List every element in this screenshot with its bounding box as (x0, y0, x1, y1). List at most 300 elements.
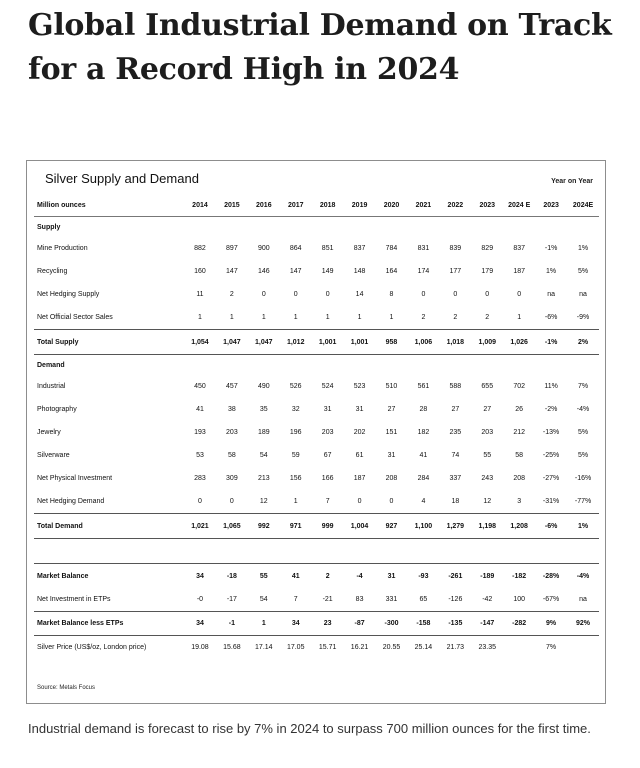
table-cell: 179 (481, 268, 494, 275)
table-cell (567, 355, 599, 376)
table-cell: 0 (389, 498, 394, 505)
table-row (34, 375, 599, 398)
table-cell: 0 (421, 291, 426, 298)
table-cell: 148 (353, 268, 366, 275)
table-cell: 1,012 (280, 330, 312, 355)
row-label: Jewelry (37, 429, 61, 436)
table-cell (216, 539, 248, 564)
table-title: Silver Supply and Demand (45, 171, 199, 186)
table-cell: 67 (323, 452, 332, 459)
table-cell: -77% (574, 498, 592, 505)
table-cell: 1 (198, 314, 202, 321)
table-cell: na (579, 291, 587, 298)
year-on-year-label: Year on Year (551, 178, 593, 185)
table-cell: 18 (451, 498, 460, 505)
table-cell: 1 (389, 314, 394, 321)
table-cell: 55 (483, 452, 492, 459)
table-cell: 1,004 (344, 514, 376, 539)
table-row (34, 467, 599, 490)
table-cell: 1 (248, 612, 280, 636)
table-cell (439, 217, 471, 238)
row-label: Total Demand (34, 514, 184, 539)
table-cell (280, 217, 312, 238)
table-cell: 41 (419, 452, 428, 459)
table-cell: 1 (293, 498, 298, 505)
table-cell: 837 (513, 245, 526, 252)
table-cell: -18 (216, 564, 248, 589)
row-label: Net Official Sector Sales (37, 314, 113, 321)
table-cell: 1,065 (216, 514, 248, 539)
table-cell: 1,047 (248, 330, 280, 355)
table-cell: 147 (289, 268, 302, 275)
table-cell (407, 539, 439, 564)
table-cell: 7% (577, 383, 589, 390)
table-cell: 26 (515, 406, 524, 413)
table-header-row (34, 194, 599, 217)
table-cell: 14 (355, 291, 364, 298)
headline-line-2: for a Record High in 2024 (28, 52, 460, 87)
table-cell (439, 355, 471, 376)
supply-demand-table-card (26, 160, 606, 704)
table-cell: 34 (184, 564, 216, 589)
table-cell: 839 (449, 245, 462, 252)
column-header: 2020 (376, 194, 408, 217)
table-cell: 16.21 (350, 644, 369, 651)
table-cell: 166 (321, 475, 334, 482)
table-cell: 1 (517, 314, 522, 321)
row-label: Net Hedging Supply (37, 291, 100, 298)
table-cell (535, 355, 567, 376)
table-cell: 0 (325, 291, 330, 298)
table-cell: -4% (576, 406, 590, 413)
table-cell: 864 (289, 245, 302, 252)
table-cell: 2% (567, 330, 599, 355)
column-header: 2019 (344, 194, 376, 217)
table-cell: -31% (542, 498, 560, 505)
table-row (34, 237, 599, 260)
table-cell: 7 (325, 498, 330, 505)
table-cell: -9% (576, 314, 590, 321)
table-cell: 588 (449, 383, 462, 390)
table-cell: 0 (261, 291, 266, 298)
table-cell (471, 217, 503, 238)
column-header: 2018 (312, 194, 344, 217)
table-cell: 160 (194, 268, 206, 275)
column-header: 2024 E (503, 194, 535, 217)
table-cell: 174 (417, 268, 430, 275)
table-cell: 11% (544, 383, 558, 390)
table-cell: 54 (259, 596, 268, 603)
table-cell: 34 (280, 612, 312, 636)
table-cell: -4% (567, 564, 599, 589)
table-cell: 1,208 (503, 514, 535, 539)
table-cell: 655 (481, 383, 494, 390)
table-cell: 58 (227, 452, 236, 459)
row-label: Photography (37, 406, 77, 413)
table-cell (248, 539, 280, 564)
table-cell: -6% (544, 314, 558, 321)
table-cell: -126 (448, 596, 463, 603)
table-cell: 17.14 (255, 644, 273, 651)
table-cell: 1 (325, 314, 330, 321)
table-cell: 12 (483, 498, 492, 505)
table-cell: na (579, 596, 587, 603)
table-cell (376, 539, 408, 564)
table-cell: 164 (385, 268, 398, 275)
table-cell: 28 (419, 406, 428, 413)
table-cell (312, 539, 344, 564)
table-cell: 203 (226, 429, 238, 436)
table-cell: 147 (226, 268, 238, 275)
table-cell: -13% (542, 429, 560, 436)
row-label: Market Balance (34, 564, 184, 589)
table-cell: -0 (196, 596, 204, 603)
table-cell: 187 (513, 268, 526, 275)
table-cell: 53 (196, 452, 204, 459)
table-cell: 208 (513, 475, 526, 482)
table-cell (503, 636, 535, 660)
table-cell: 284 (417, 475, 430, 482)
table-cell: 927 (376, 514, 408, 539)
table-cell: 2 (453, 314, 458, 321)
row-label (34, 539, 184, 564)
table-cell: 83 (355, 596, 364, 603)
column-header: 2015 (216, 194, 248, 217)
table-cell: 523 (353, 383, 366, 390)
table-cell: 31 (387, 452, 396, 459)
table-cell: 9% (535, 612, 567, 636)
table-cell: 25.14 (414, 644, 433, 651)
table-cell (471, 355, 503, 376)
table-cell: 208 (385, 475, 398, 482)
table-cell: 32 (291, 406, 300, 413)
table-cell: 21.73 (446, 644, 465, 651)
table-cell: 1 (293, 314, 298, 321)
table-cell (248, 355, 280, 376)
table-cell: 203 (321, 429, 334, 436)
table-cell: 15.71 (318, 644, 337, 651)
table-cell (503, 217, 535, 238)
table-row (34, 514, 599, 539)
table-cell: 196 (289, 429, 302, 436)
table-cell: 1 (229, 314, 234, 321)
table-cell (567, 217, 599, 238)
table-row (34, 490, 599, 514)
table-cell: na (547, 291, 555, 298)
table-cell (312, 355, 344, 376)
table-cell: 1,026 (503, 330, 535, 355)
table-row (34, 330, 599, 355)
section-header-row (34, 355, 599, 376)
table-cell: 1 (357, 314, 362, 321)
table-cell: 243 (481, 475, 494, 482)
table-cell: 0 (198, 498, 202, 505)
table-cell: 235 (449, 429, 462, 436)
table-cell: -21 (322, 596, 333, 603)
table-cell: 31 (323, 406, 332, 413)
table-cell: -189 (471, 564, 503, 589)
table-cell: -1% (535, 330, 567, 355)
table-cell: 1,021 (184, 514, 216, 539)
table-cell: 213 (257, 475, 270, 482)
table-cell: 2 (312, 564, 344, 589)
table-cell: 15.68 (223, 644, 241, 651)
table-cell: -6% (535, 514, 567, 539)
table-cell: 61 (355, 452, 364, 459)
table-cell: 65 (419, 596, 428, 603)
table-cell: 11 (196, 291, 204, 298)
table-cell (216, 217, 248, 238)
table-cell: 55 (248, 564, 280, 589)
table-cell (439, 539, 471, 564)
table-row (34, 421, 599, 444)
table-cell: 829 (481, 245, 494, 252)
table-cell: -25% (542, 452, 560, 459)
table-cell: 1 (261, 314, 266, 321)
table-cell: 0 (453, 291, 458, 298)
table-cell: 526 (289, 383, 302, 390)
table-cell (184, 217, 216, 238)
row-label: Total Supply (34, 330, 184, 355)
table-cell: 837 (353, 245, 366, 252)
table-cell (184, 539, 216, 564)
table-row (34, 636, 599, 660)
table-cell: 54 (259, 452, 268, 459)
table-cell: 189 (257, 429, 270, 436)
table-cell: 831 (417, 245, 430, 252)
table-cell: -135 (439, 612, 471, 636)
table-cell: 5% (577, 268, 589, 275)
table-row (34, 612, 599, 636)
table-cell: 1,009 (471, 330, 503, 355)
table-cell: 457 (226, 383, 238, 390)
table-cell: 1,100 (407, 514, 439, 539)
table-cell: 490 (257, 383, 270, 390)
table-cell (184, 355, 216, 376)
table-cell: 34 (184, 612, 216, 636)
table-cell: 92% (567, 612, 599, 636)
table-cell (567, 636, 599, 660)
table-cell: 20.55 (382, 644, 401, 651)
table-row (34, 283, 599, 306)
table-cell: 1% (567, 514, 599, 539)
table-cell: 309 (226, 475, 238, 482)
row-label: Net Physical Investment (37, 475, 113, 482)
table-cell: 882 (194, 245, 206, 252)
table-cell (376, 355, 408, 376)
table-cell: 331 (385, 596, 398, 603)
column-header: 2023 (535, 194, 567, 217)
page-headline (28, 4, 628, 92)
table-cell: 212 (513, 429, 526, 436)
unit-label: Million ounces (34, 194, 184, 217)
table-cell: -300 (376, 612, 408, 636)
table-cell (280, 539, 312, 564)
table-cell: 23.35 (478, 644, 497, 651)
table-cell: -282 (503, 612, 535, 636)
table-cell: 5% (577, 452, 589, 459)
table-cell: -182 (503, 564, 535, 589)
section-header-row (34, 217, 599, 238)
table-cell: -16% (574, 475, 592, 482)
table-cell: 702 (513, 383, 526, 390)
row-label: Recycling (37, 268, 68, 275)
table-cell: 17.05 (286, 644, 305, 651)
table-cell: 1,047 (216, 330, 248, 355)
table-cell: -27% (542, 475, 560, 482)
table-cell (503, 539, 535, 564)
table-cell: 0 (357, 498, 362, 505)
table-cell: 23 (312, 612, 344, 636)
table-cell: 450 (194, 383, 206, 390)
table-cell: 74 (451, 452, 460, 459)
table-cell: 8 (389, 291, 394, 298)
headline-line-1: Global Industrial Demand on Track (28, 8, 612, 43)
table-cell (248, 217, 280, 238)
table-cell (535, 539, 567, 564)
table-cell: 151 (385, 429, 398, 436)
table-cell: 27 (387, 406, 396, 413)
table-cell: -67% (542, 596, 560, 603)
table-cell: 0 (293, 291, 298, 298)
table-cell: -4 (344, 564, 376, 589)
column-header: 2014 (184, 194, 216, 217)
table-cell: 202 (353, 429, 366, 436)
table-cell: 5% (577, 429, 589, 436)
row-label: Silver Price (US$/oz, London price) (37, 644, 147, 651)
table-cell: -93 (407, 564, 439, 589)
table-cell: 958 (376, 330, 408, 355)
spacer-row (34, 539, 599, 564)
table-cell: 1% (577, 245, 589, 252)
table-cell: -261 (439, 564, 471, 589)
table-cell: 0 (517, 291, 522, 298)
table-cell: 337 (449, 475, 462, 482)
row-label: Net Investment in ETPs (37, 596, 111, 603)
column-header: 2023 (471, 194, 503, 217)
row-label: Industrial (37, 383, 66, 390)
table-cell: 41 (196, 406, 204, 413)
table-cell (344, 355, 376, 376)
row-label: Silverware (37, 452, 70, 459)
column-header: 2016 (248, 194, 280, 217)
table-cell: 1,001 (312, 330, 344, 355)
table-cell: 27 (483, 406, 492, 413)
table-cell: 784 (385, 245, 398, 252)
row-label: Demand (37, 361, 65, 369)
table-cell: 4 (421, 498, 426, 505)
table-cell: 897 (226, 245, 238, 252)
column-header: 2021 (407, 194, 439, 217)
table-row (34, 398, 599, 421)
row-label: Market Balance less ETPs (34, 612, 184, 636)
table-cell (535, 217, 567, 238)
table-cell: 1% (546, 268, 557, 275)
table-cell: -1% (544, 245, 558, 252)
table-cell: 12 (259, 498, 268, 505)
table-cell: 3 (517, 498, 522, 505)
table-cell: 2 (485, 314, 490, 321)
table-cell (407, 217, 439, 238)
table-cell: -2% (544, 406, 558, 413)
table-cell: 187 (353, 475, 366, 482)
caption-text: Industrial demand is forecast to rise by 7% in 2024 to surpass 700 million ounces for the first time. (28, 721, 591, 736)
table-cell (376, 217, 408, 238)
table-row (34, 306, 599, 330)
table-cell: 1,198 (471, 514, 503, 539)
table-cell: 35 (259, 406, 268, 413)
table-cell: 58 (515, 452, 524, 459)
column-header: 2017 (280, 194, 312, 217)
source-note: Source: Metals Focus (37, 685, 96, 691)
table-cell: 203 (481, 429, 494, 436)
table-cell: 283 (194, 475, 206, 482)
table-cell (471, 539, 503, 564)
table-cell (216, 355, 248, 376)
table-cell: 27 (451, 406, 460, 413)
table-cell: 1,006 (407, 330, 439, 355)
table-cell: 59 (291, 452, 300, 459)
table-cell (312, 217, 344, 238)
supply-demand-table (34, 194, 599, 659)
table-cell (280, 355, 312, 376)
table-cell: -42 (482, 596, 493, 603)
table-cell: 1,279 (439, 514, 471, 539)
table-cell (344, 217, 376, 238)
table-cell: 900 (257, 245, 270, 252)
table-cell: 182 (417, 429, 430, 436)
table-cell (503, 355, 535, 376)
row-label: Supply (37, 223, 61, 231)
row-label: Net Hedging Demand (37, 498, 105, 505)
table-row (34, 564, 599, 589)
table-body (34, 194, 599, 659)
table-cell: -147 (471, 612, 503, 636)
table-cell: -158 (407, 612, 439, 636)
table-cell: -1 (216, 612, 248, 636)
table-row (34, 588, 599, 612)
table-cell: 149 (321, 268, 334, 275)
table-cell: 524 (321, 383, 334, 390)
table-cell: 992 (248, 514, 280, 539)
table-cell: 2 (421, 314, 426, 321)
table-cell: 31 (355, 406, 364, 413)
table-cell: 0 (229, 498, 234, 505)
table-cell: -87 (344, 612, 376, 636)
table-cell: 2 (229, 291, 234, 298)
table-cell: 561 (417, 383, 430, 390)
table-cell (344, 539, 376, 564)
table-cell: 31 (376, 564, 408, 589)
table-cell: 100 (513, 596, 526, 603)
table-cell: 19.08 (191, 644, 209, 651)
table-cell: 1,018 (439, 330, 471, 355)
table-cell: -17 (226, 596, 237, 603)
table-cell: 156 (289, 475, 302, 482)
table-row (34, 260, 599, 283)
table-cell: 177 (449, 268, 462, 275)
table-cell: -28% (535, 564, 567, 589)
table-row (34, 444, 599, 467)
table-cell: 146 (257, 268, 270, 275)
column-header: 2022 (439, 194, 471, 217)
table-cell: 7 (293, 596, 298, 603)
table-cell (407, 355, 439, 376)
table-cell: 510 (385, 383, 398, 390)
column-header: 2024E (567, 194, 599, 217)
table-cell: 38 (227, 406, 236, 413)
table-cell: 7% (546, 644, 557, 651)
